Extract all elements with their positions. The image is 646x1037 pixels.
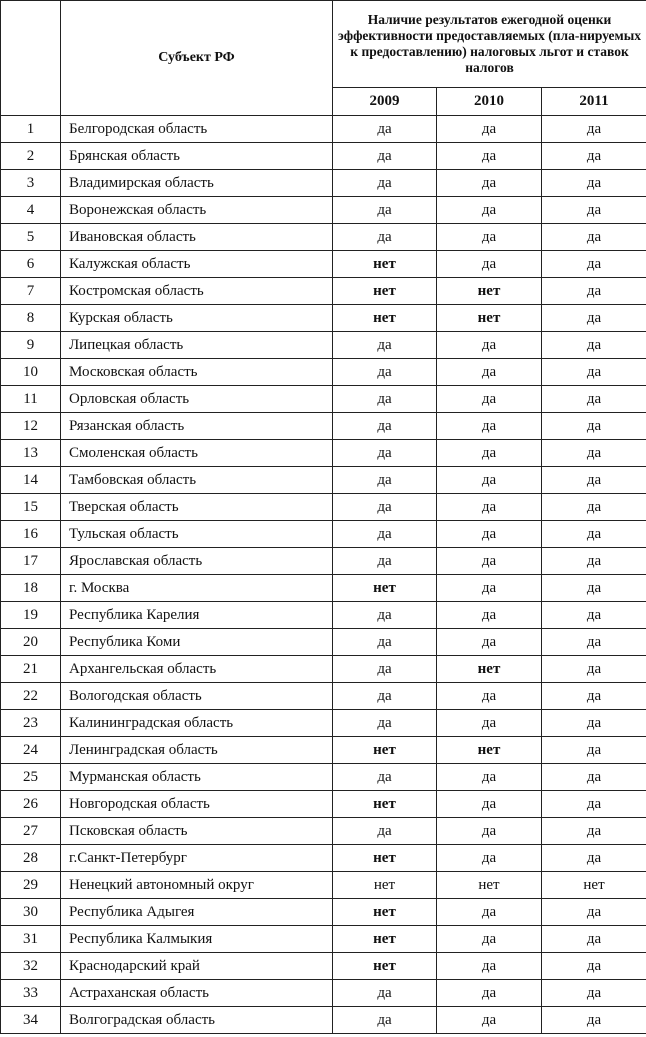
value-2009: да <box>333 683 437 710</box>
value-2011: да <box>542 386 646 413</box>
region-name: Псковская область <box>61 818 333 845</box>
value-2011: да <box>542 359 646 386</box>
region-name: Тульская область <box>61 521 333 548</box>
table-row <box>1 791 646 818</box>
value-2009: да <box>333 359 437 386</box>
region-name: Астраханская область <box>61 980 333 1007</box>
header-title: Наличие результатов ежегодной оценки эффективности предоставляемых (пла-нируемых к предоставлению) налоговых льгот и ставок налогов <box>333 1 646 88</box>
value-2010: да <box>437 953 542 980</box>
table-row <box>1 386 646 413</box>
value-2010: да <box>437 251 542 278</box>
value-2011: да <box>542 926 646 953</box>
value-2011: да <box>542 575 646 602</box>
value-2011: да <box>542 791 646 818</box>
table-row <box>1 818 646 845</box>
region-name: Калужская область <box>61 251 333 278</box>
region-name: Ненецкий автономный округ <box>61 872 333 899</box>
value-2011: да <box>542 737 646 764</box>
row-number: 19 <box>1 602 61 629</box>
table-row <box>1 872 646 899</box>
table-row <box>1 143 646 170</box>
region-name: Республика Коми <box>61 629 333 656</box>
row-number: 15 <box>1 494 61 521</box>
row-number: 11 <box>1 386 61 413</box>
region-name: Воронежская область <box>61 197 333 224</box>
value-2011: да <box>542 710 646 737</box>
value-2010: нет <box>437 305 542 332</box>
value-2011: да <box>542 980 646 1007</box>
row-number: 32 <box>1 953 61 980</box>
value-2010: да <box>437 926 542 953</box>
value-2011: нет <box>542 872 646 899</box>
header-year-2011: 2011 <box>542 88 646 116</box>
row-number: 28 <box>1 845 61 872</box>
value-2009: да <box>333 332 437 359</box>
value-2010: да <box>437 197 542 224</box>
table-row <box>1 953 646 980</box>
region-name: г.Санкт-Петербург <box>61 845 333 872</box>
value-2009: да <box>333 656 437 683</box>
value-2010: да <box>437 116 542 143</box>
value-2010: нет <box>437 872 542 899</box>
value-2010: да <box>437 494 542 521</box>
row-number: 17 <box>1 548 61 575</box>
region-name: Вологодская область <box>61 683 333 710</box>
row-number: 26 <box>1 791 61 818</box>
region-name: Брянская область <box>61 143 333 170</box>
value-2011: да <box>542 683 646 710</box>
value-2009: нет <box>333 791 437 818</box>
value-2010: да <box>437 818 542 845</box>
table-row <box>1 548 646 575</box>
value-2009: нет <box>333 872 437 899</box>
row-number: 6 <box>1 251 61 278</box>
value-2011: да <box>542 845 646 872</box>
table-row <box>1 413 646 440</box>
region-name: Владимирская область <box>61 170 333 197</box>
region-name: Липецкая область <box>61 332 333 359</box>
value-2010: да <box>437 899 542 926</box>
value-2009: да <box>333 818 437 845</box>
value-2009: нет <box>333 575 437 602</box>
row-number: 33 <box>1 980 61 1007</box>
value-2009: да <box>333 602 437 629</box>
table-row <box>1 575 646 602</box>
region-name: Калининградская область <box>61 710 333 737</box>
row-number: 1 <box>1 116 61 143</box>
row-number: 13 <box>1 440 61 467</box>
value-2010: да <box>437 575 542 602</box>
header-year-2009: 2009 <box>333 88 437 116</box>
value-2010: нет <box>437 656 542 683</box>
value-2009: да <box>333 116 437 143</box>
value-2009: нет <box>333 899 437 926</box>
region-name: Новгородская область <box>61 791 333 818</box>
value-2011: да <box>542 467 646 494</box>
value-2009: да <box>333 440 437 467</box>
table-row <box>1 305 646 332</box>
value-2011: да <box>542 494 646 521</box>
value-2010: да <box>437 143 542 170</box>
value-2010: да <box>437 629 542 656</box>
region-name: Архангельская область <box>61 656 333 683</box>
row-number: 24 <box>1 737 61 764</box>
table-row <box>1 656 646 683</box>
region-name: Костромская область <box>61 278 333 305</box>
region-name: Краснодарский край <box>61 953 333 980</box>
table-row <box>1 494 646 521</box>
table-row <box>1 359 646 386</box>
table-row <box>1 440 646 467</box>
value-2009: нет <box>333 278 437 305</box>
value-2010: да <box>437 548 542 575</box>
region-name: Ленинградская область <box>61 737 333 764</box>
value-2009: нет <box>333 926 437 953</box>
table-row <box>1 278 646 305</box>
row-number: 18 <box>1 575 61 602</box>
value-2011: да <box>542 197 646 224</box>
table-body <box>1 116 646 1034</box>
region-name: г. Москва <box>61 575 333 602</box>
row-number: 14 <box>1 467 61 494</box>
value-2009: нет <box>333 251 437 278</box>
row-number: 3 <box>1 170 61 197</box>
value-2009: нет <box>333 737 437 764</box>
value-2011: да <box>542 1007 646 1034</box>
value-2011: да <box>542 602 646 629</box>
value-2011: да <box>542 548 646 575</box>
table-row <box>1 710 646 737</box>
value-2009: да <box>333 413 437 440</box>
value-2009: да <box>333 629 437 656</box>
row-number: 2 <box>1 143 61 170</box>
value-2009: да <box>333 170 437 197</box>
value-2010: да <box>437 440 542 467</box>
row-number: 16 <box>1 521 61 548</box>
table-row <box>1 170 646 197</box>
row-number: 27 <box>1 818 61 845</box>
value-2011: да <box>542 278 646 305</box>
row-number: 7 <box>1 278 61 305</box>
value-2009: да <box>333 494 437 521</box>
row-number: 22 <box>1 683 61 710</box>
row-number: 34 <box>1 1007 61 1034</box>
region-name: Республика Карелия <box>61 602 333 629</box>
row-number: 20 <box>1 629 61 656</box>
row-number: 4 <box>1 197 61 224</box>
region-name: Тамбовская область <box>61 467 333 494</box>
table-row <box>1 332 646 359</box>
table-row <box>1 926 646 953</box>
value-2010: да <box>437 683 542 710</box>
row-number: 10 <box>1 359 61 386</box>
value-2010: да <box>437 764 542 791</box>
value-2010: да <box>437 467 542 494</box>
table-row <box>1 224 646 251</box>
region-name: Ярославская область <box>61 548 333 575</box>
table-row <box>1 197 646 224</box>
region-name: Мурманская область <box>61 764 333 791</box>
value-2009: нет <box>333 953 437 980</box>
region-name: Орловская область <box>61 386 333 413</box>
value-2009: да <box>333 143 437 170</box>
value-2010: да <box>437 980 542 1007</box>
value-2011: да <box>542 656 646 683</box>
value-2010: да <box>437 224 542 251</box>
value-2011: да <box>542 305 646 332</box>
value-2010: да <box>437 791 542 818</box>
region-name: Московская область <box>61 359 333 386</box>
table-row <box>1 737 646 764</box>
value-2011: да <box>542 143 646 170</box>
value-2010: да <box>437 359 542 386</box>
value-2010: да <box>437 710 542 737</box>
value-2010: да <box>437 1007 542 1034</box>
value-2009: да <box>333 224 437 251</box>
value-2011: да <box>542 953 646 980</box>
value-2011: да <box>542 521 646 548</box>
value-2010: да <box>437 521 542 548</box>
region-name: Тверская область <box>61 494 333 521</box>
value-2009: нет <box>333 305 437 332</box>
value-2011: да <box>542 224 646 251</box>
value-2009: да <box>333 548 437 575</box>
row-number: 23 <box>1 710 61 737</box>
value-2010: да <box>437 413 542 440</box>
value-2010: да <box>437 386 542 413</box>
value-2011: да <box>542 332 646 359</box>
region-name: Ивановская область <box>61 224 333 251</box>
value-2011: да <box>542 629 646 656</box>
value-2009: да <box>333 386 437 413</box>
table-row <box>1 764 646 791</box>
value-2010: да <box>437 602 542 629</box>
table-row <box>1 683 646 710</box>
table-row <box>1 980 646 1007</box>
table-row <box>1 467 646 494</box>
row-number: 29 <box>1 872 61 899</box>
row-number: 25 <box>1 764 61 791</box>
value-2009: да <box>333 521 437 548</box>
value-2010: да <box>437 170 542 197</box>
value-2011: да <box>542 818 646 845</box>
region-name: Белгородская область <box>61 116 333 143</box>
row-number: 5 <box>1 224 61 251</box>
table-row <box>1 521 646 548</box>
value-2009: да <box>333 467 437 494</box>
value-2011: да <box>542 899 646 926</box>
region-name: Республика Калмыкия <box>61 926 333 953</box>
table-row <box>1 116 646 143</box>
table-row <box>1 602 646 629</box>
region-name: Смоленская область <box>61 440 333 467</box>
value-2011: да <box>542 251 646 278</box>
table-row <box>1 845 646 872</box>
value-2011: да <box>542 764 646 791</box>
row-number: 8 <box>1 305 61 332</box>
value-2009: да <box>333 980 437 1007</box>
value-2010: да <box>437 845 542 872</box>
value-2010: нет <box>437 737 542 764</box>
header-blank <box>1 1 61 116</box>
row-number: 30 <box>1 899 61 926</box>
value-2010: нет <box>437 278 542 305</box>
row-number: 12 <box>1 413 61 440</box>
value-2011: да <box>542 440 646 467</box>
value-2009: да <box>333 710 437 737</box>
region-name: Курская область <box>61 305 333 332</box>
value-2011: да <box>542 413 646 440</box>
table-row <box>1 251 646 278</box>
region-name: Рязанская область <box>61 413 333 440</box>
value-2011: да <box>542 116 646 143</box>
row-number: 31 <box>1 926 61 953</box>
value-2009: нет <box>333 845 437 872</box>
value-2009: да <box>333 764 437 791</box>
row-number: 21 <box>1 656 61 683</box>
region-name: Республика Адыгея <box>61 899 333 926</box>
table-row <box>1 629 646 656</box>
header-year-2010: 2010 <box>437 88 542 116</box>
region-name: Волгоградская область <box>61 1007 333 1034</box>
header-subject: Субъект РФ <box>61 1 333 116</box>
value-2009: да <box>333 1007 437 1034</box>
table-row <box>1 899 646 926</box>
value-2010: да <box>437 332 542 359</box>
value-2009: да <box>333 197 437 224</box>
row-number: 9 <box>1 332 61 359</box>
table-row <box>1 1007 646 1034</box>
value-2011: да <box>542 170 646 197</box>
